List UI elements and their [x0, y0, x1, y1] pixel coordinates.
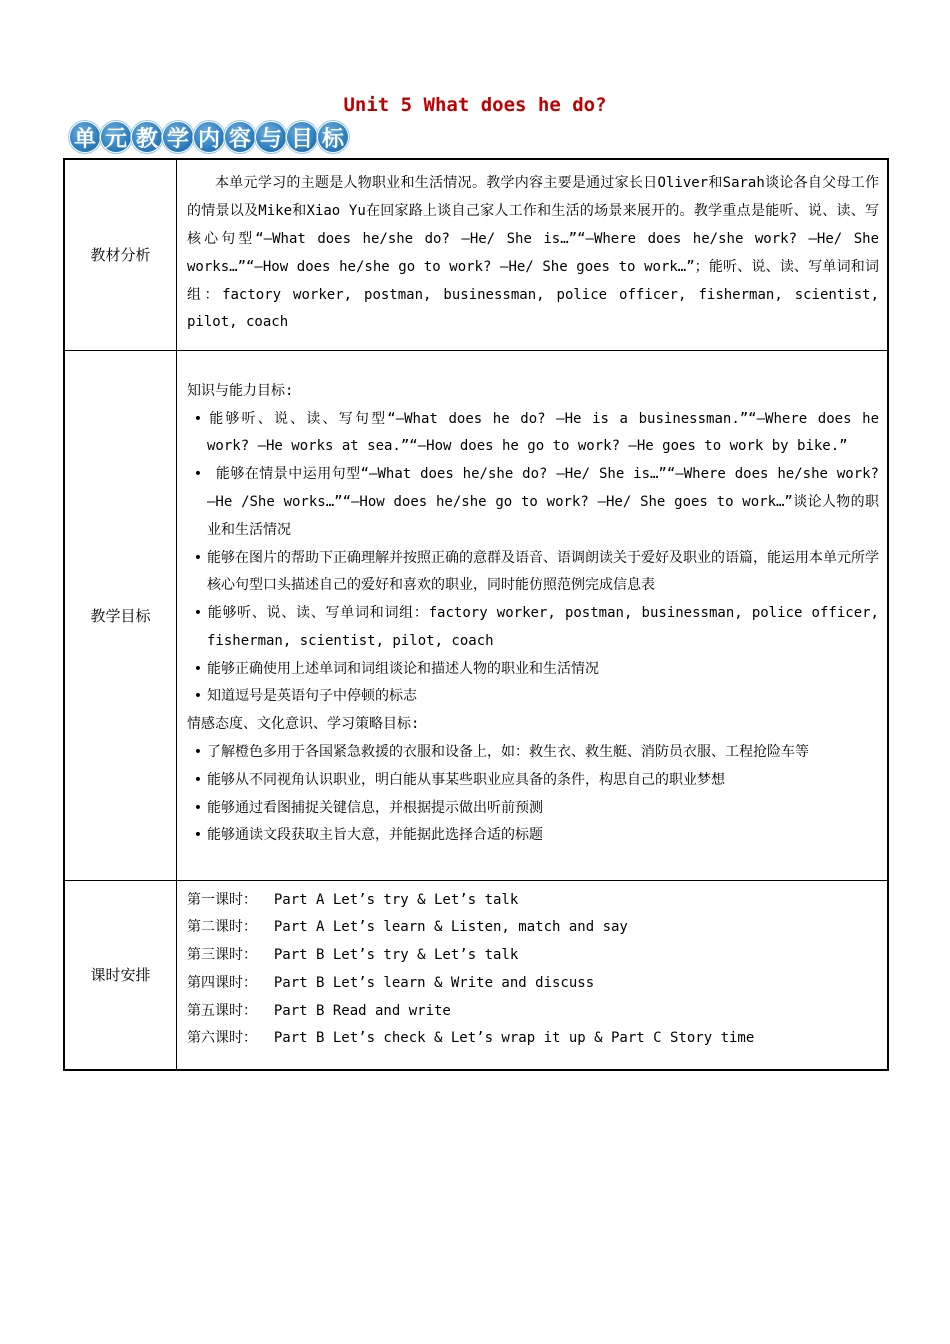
list-item-text: 能够正确使用上述单词和词组谈论和描述人物的职业和生活情况 [207, 660, 599, 677]
bullet-icon: • [193, 771, 203, 788]
banner-char: 标 [318, 122, 348, 152]
table-row-goals [64, 350, 888, 880]
list-item-text: 能够在情景中运用句型“—What does he/she do? —He/ She is…”“—Where does he/she work? —He /She works…”“—How does he/she go to work? —He/ She goes to work…”谈论人物的职业和生活情况 [207, 466, 879, 538]
banner-char: 元 [101, 122, 131, 152]
banner-char: 学 [163, 122, 193, 152]
lesson-item: 第一课时： Part A Let’s try & Let’s talk [187, 891, 519, 908]
goals-heading-knowledge: 知识与能力目标: [187, 382, 294, 399]
bullet-icon: • [193, 549, 203, 566]
lesson-item: 第二课时： Part A Let’s learn & Listen, match and say [187, 919, 628, 936]
list-item [187, 683, 879, 711]
banner-char: 教 [132, 122, 162, 152]
table-row-analysis [64, 159, 888, 350]
table-row-schedule [64, 880, 888, 1070]
row-label: 教学目标 [64, 350, 177, 880]
banner-char: 目 [287, 122, 317, 152]
list-item [187, 795, 879, 823]
list-item [187, 545, 879, 601]
list-item-text: 能够通读文段获取主旨大意，并能据此选择合适的标题 [207, 827, 543, 844]
list-item-text: 了解橙色多用于各国紧急救援的衣服和设备上，如：救生衣、救生艇、消防员衣服、工程抢险车等 [207, 744, 809, 761]
bullet-icon: • [193, 827, 203, 844]
bullet-icon: • [193, 744, 203, 761]
row-label: 教材分析 [64, 159, 177, 350]
lesson-item: 第三课时： Part B Let’s try & Let’s talk [187, 947, 519, 964]
analysis-cell [177, 159, 889, 350]
list-item [187, 767, 879, 795]
lesson-item: 第五课时： Part B Read and write [187, 1002, 451, 1019]
banner-char: 单 [70, 122, 100, 152]
schedule-cell [177, 880, 889, 1070]
list-item-text: 知道逗号是英语句子中停顿的标志 [207, 688, 417, 705]
row-label: 课时安排 [64, 880, 177, 1070]
bullet-icon: • [193, 660, 203, 677]
bullet-icon: • [193, 410, 203, 427]
bullet-icon: • [193, 688, 203, 705]
list-item [187, 656, 879, 684]
bullet-icon: • [193, 605, 203, 622]
list-item [187, 406, 879, 462]
section-banner [70, 122, 348, 152]
unit-plan-table [63, 158, 889, 1071]
list-item-text: 能够听、说、读、写单词和词组：factory worker, postman, businessman, police officer, fisherman, scientist, pilot, coach [207, 605, 879, 649]
page-title: Unit 5 What does he do? [343, 94, 607, 116]
banner-char: 与 [256, 122, 286, 152]
list-item-text: 能够从不同视角认识职业，明白能从事某些职业应具备的条件，构思自己的职业梦想 [207, 771, 725, 788]
list-item [187, 822, 879, 850]
bullet-icon: • [193, 799, 203, 816]
bullet-icon: • [193, 466, 203, 483]
list-item-text: 能够听、说、读、写句型“—What does he do? —He is a businessman.”“—Where does he work? —He works at sea.”“—How does he go to work? —He goes to work by bike.” [207, 410, 879, 455]
list-item [187, 600, 879, 656]
list-item [187, 739, 879, 767]
list-item [187, 461, 879, 544]
goals-cell [177, 350, 889, 880]
list-item-text: 能够通过看图捕捉关键信息，并根据提示做出听前预测 [207, 799, 543, 816]
analysis-text: 本单元学习的主题是人物职业和生活情况。教学内容主要是通过家长日Oliver和Sarah谈论各自父母工作的情景以及Mike和Xiao Yu在回家路上谈自己家人工作和生活的场景来展开的。教学重点是能听、说、读、写核心句型“—What does he/she do? —He/ She is…”“—Where does he/she work? —He/ She works…”“—How does he/she go to work? —He/ She goes to work…”；能听、说、读、写单词和词组：factory worker, postman, businessman, police officer, fisherman, scientist, pilot, coach [187, 175, 879, 331]
banner-char: 内 [194, 122, 224, 152]
goals-heading-attitude: 情感态度、文化意识、学习策略目标: [187, 716, 420, 733]
list-item-text: 能够在图片的帮助下正确理解并按照正确的意群及语音、语调朗读关于爱好及职业的语篇，能运用本单元所学核心句型口头描述自己的爱好和喜欢的职业，同时能仿照范例完成信息表 [207, 549, 879, 594]
lesson-item: 第四课时： Part B Let’s learn & Write and discuss [187, 974, 595, 991]
lesson-item: 第六课时： Part B Let’s check & Let’s wrap it up & Part C Story time [187, 1030, 755, 1047]
banner-char: 容 [225, 122, 255, 152]
